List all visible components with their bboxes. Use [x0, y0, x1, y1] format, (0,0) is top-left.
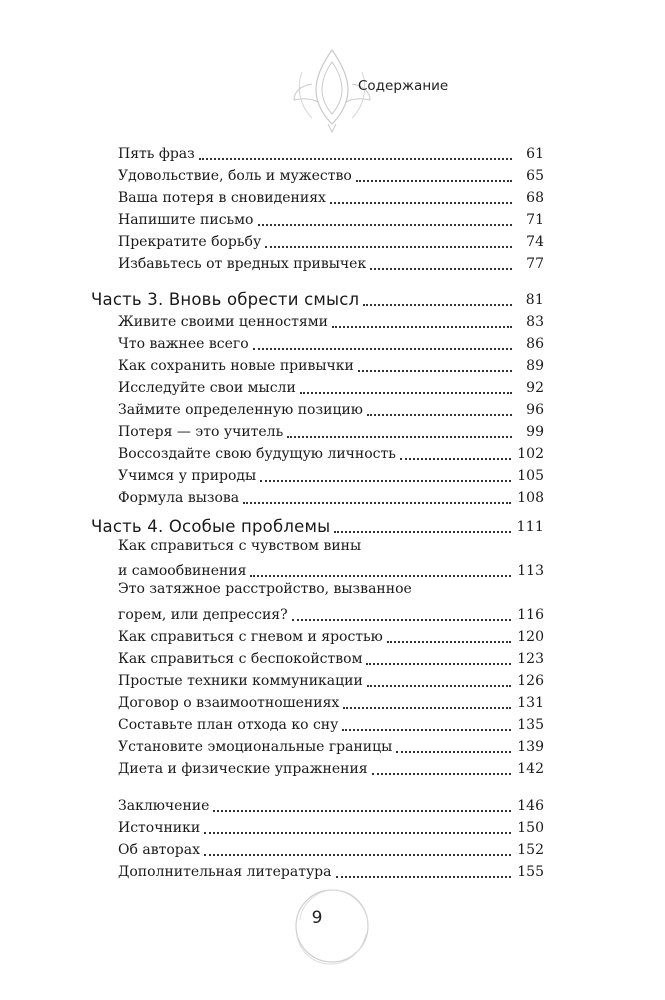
toc-entry[interactable]	[118, 331, 544, 353]
toc-entry[interactable]	[118, 756, 544, 778]
toc-entry-page: 89	[526, 358, 544, 374]
toc-entry-page: 102	[517, 446, 544, 462]
toc-entry[interactable]	[118, 859, 544, 881]
toc-entry-label: Об авторах	[118, 842, 200, 858]
leader-dots	[367, 684, 511, 687]
toc-entry-page: 105	[517, 468, 544, 484]
toc-entry-label: Дополнительная литература	[118, 864, 332, 880]
leader-dots	[387, 640, 511, 643]
toc-entry-label: Напишите письмо	[118, 212, 254, 228]
toc-entry[interactable]	[118, 485, 544, 507]
leader-dots	[336, 875, 512, 878]
toc-entry[interactable]	[118, 353, 544, 375]
toc-entry-page: 65	[526, 168, 544, 184]
toc-entry-label: Избавьтесь от вредных привычек	[118, 256, 367, 272]
toc-entry-page: 126	[517, 673, 544, 689]
leader-dots	[363, 303, 512, 306]
toc-entry-page: 155	[517, 864, 544, 880]
toc-entry-label: Простые техники коммуникации	[118, 673, 363, 689]
toc-entry-first-line: Это затяжное расстройство, вызванное	[118, 581, 412, 597]
page-number: 9	[311, 908, 323, 928]
toc-entry-label: Потеря — это учитель	[118, 424, 284, 440]
leader-dots	[204, 853, 511, 856]
toc-entry-page: 142	[517, 761, 544, 777]
toc-entry-label: Составьте план отхода ко сну	[118, 717, 339, 733]
toc-entry-label: Заключение	[118, 798, 210, 814]
toc-entry-page: 83	[526, 314, 544, 330]
toc-entry-label: Пять фраз	[118, 146, 195, 162]
leader-dots	[356, 179, 512, 182]
leader-dots	[367, 413, 512, 416]
leader-dots	[400, 457, 511, 460]
leader-dots	[332, 325, 512, 328]
toc-entry-label: Диета и физические упражнения	[118, 761, 368, 777]
leader-dots	[300, 391, 512, 394]
leader-dots	[358, 369, 512, 372]
leader-dots	[199, 157, 512, 160]
leader-dots	[343, 706, 511, 709]
leader-dots	[204, 831, 511, 834]
toc-entry[interactable]	[118, 837, 544, 859]
toc-entry[interactable]	[118, 141, 544, 163]
toc-entry-label: Займите определенную позицию	[118, 402, 363, 418]
toc-entry-label: Учимся у природы	[118, 468, 257, 484]
toc-entry-page: 116	[517, 607, 544, 623]
toc-entry[interactable]	[118, 602, 544, 624]
toc-entry-label: Живите своими ценностями	[118, 314, 328, 330]
leader-dots	[213, 809, 511, 812]
toc-part-4-heading[interactable]	[91, 514, 544, 536]
toc-part-title: Часть 3. Вновь обрести смысл	[91, 290, 360, 309]
toc-entry[interactable]	[118, 734, 544, 756]
toc-entry[interactable]	[118, 397, 544, 419]
toc-entry[interactable]	[118, 558, 544, 580]
toc-entry-page: 92	[526, 380, 544, 396]
toc-entry-page: 131	[517, 695, 544, 711]
toc-entry[interactable]	[118, 690, 544, 712]
toc-entry-label: Как справиться с гневом и яростью	[118, 629, 383, 645]
leader-dots	[372, 772, 512, 775]
toc-entry[interactable]	[118, 646, 544, 668]
toc-entry-page: 135	[517, 717, 544, 733]
leader-dots	[370, 267, 512, 270]
toc-entry-label: Ваша потеря в сновидениях	[118, 190, 326, 206]
toc-entry-page: 71	[526, 212, 544, 228]
toc-part-title: Часть 4. Особые проблемы	[91, 517, 331, 536]
toc-part-page: 111	[516, 519, 544, 535]
leader-dots	[366, 662, 511, 665]
running-header-title: Содержание	[358, 78, 449, 94]
toc-entry-label: Воссоздайте свою будущую личность	[118, 446, 396, 462]
toc-entry[interactable]	[118, 712, 544, 734]
leader-dots	[250, 574, 511, 577]
toc-entry-page: 120	[517, 629, 544, 645]
toc-entry-page: 150	[517, 820, 544, 836]
leader-dots	[258, 223, 513, 226]
leader-dots	[342, 728, 511, 731]
toc-entry[interactable]	[118, 441, 544, 463]
toc-entry[interactable]	[118, 375, 544, 397]
toc-entry-label: Что важнее всего	[118, 336, 249, 352]
toc-entry-label: и самообвинения	[118, 563, 247, 579]
toc-entry-label: Источники	[118, 820, 201, 836]
toc-entry[interactable]	[118, 793, 544, 815]
leader-dots	[292, 618, 512, 621]
toc-entry-page: 86	[526, 336, 544, 352]
toc-entry-page: 77	[526, 256, 544, 272]
toc-entry[interactable]	[118, 207, 544, 229]
leader-dots	[330, 201, 512, 204]
toc-entry[interactable]	[118, 185, 544, 207]
toc-entry-page: 123	[517, 651, 544, 667]
toc-entry-page: 74	[526, 234, 544, 250]
toc-entry[interactable]	[118, 668, 544, 690]
toc-entry-page: 113	[517, 563, 544, 579]
leader-dots	[334, 530, 510, 533]
toc-entry-label: Формула вызова	[118, 490, 240, 506]
toc-entry[interactable]	[118, 419, 544, 441]
toc-entry[interactable]	[118, 163, 544, 185]
leader-dots	[253, 347, 512, 350]
toc-entry-page: 152	[517, 842, 544, 858]
toc-entry-label: Как сохранить новые привычки	[118, 358, 354, 374]
leader-dots	[260, 479, 511, 482]
toc-entry-label: Удовольствие, боль и мужество	[118, 168, 352, 184]
toc-entry-page: 68	[526, 190, 544, 206]
toc-entry-page: 108	[517, 490, 544, 506]
toc-entry-page: 99	[526, 424, 544, 440]
toc-entry-label: Установите эмоциональные границы	[118, 739, 393, 755]
toc-entry[interactable]	[118, 229, 544, 251]
toc-entry-page: 61	[526, 146, 544, 162]
toc-entry[interactable]	[118, 815, 544, 837]
toc-entry[interactable]	[118, 251, 544, 273]
toc-entry-label: Исследуйте свои мысли	[118, 380, 296, 396]
toc-entry-first-line: Как справиться с чувством вины	[118, 538, 362, 554]
toc-entry[interactable]	[118, 624, 544, 646]
toc-entry-label: Договор о взаимоотношениях	[118, 695, 340, 711]
leader-dots	[243, 501, 511, 504]
leader-dots	[265, 245, 512, 248]
toc-part-page: 81	[525, 292, 544, 308]
toc-part-3-heading[interactable]	[91, 287, 544, 309]
toc-entry-page: 139	[517, 739, 544, 755]
toc-entry-label: Как справиться с беспокойством	[118, 651, 363, 667]
leader-dots	[396, 750, 511, 753]
toc-entry-page: 146	[517, 798, 544, 814]
toc-entry[interactable]	[118, 309, 544, 331]
toc-entry-label: горем, или депрессия?	[118, 607, 288, 623]
leader-dots	[287, 435, 512, 438]
toc-entry[interactable]	[118, 463, 544, 485]
toc-entry-label: Прекратите борьбу	[118, 234, 262, 250]
toc-entry-page: 96	[526, 402, 544, 418]
